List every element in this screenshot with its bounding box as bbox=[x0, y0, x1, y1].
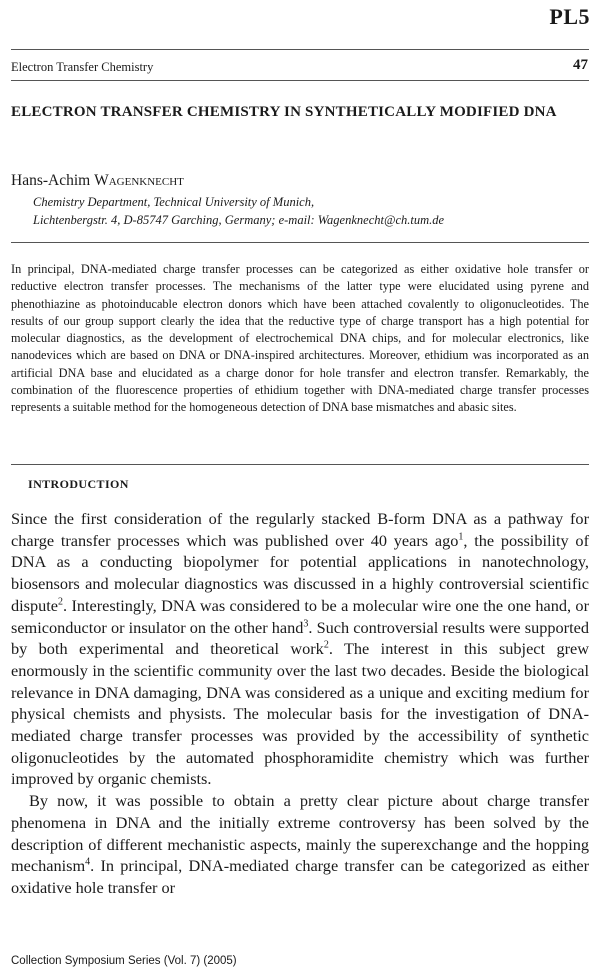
header-rule bbox=[11, 49, 589, 50]
abstract-bottom-rule bbox=[11, 464, 589, 465]
reference-marker: 4 bbox=[85, 856, 91, 868]
author-given-name: Hans-Achim bbox=[11, 172, 95, 189]
abstract-top-rule bbox=[11, 242, 589, 243]
paragraph-1-text-c: . Interestingly, DNA was considered to be a molecular wire one the one hand, or semiconductor or insulator on the other hand bbox=[11, 595, 589, 637]
author-family-name: Wagenknecht bbox=[94, 172, 184, 189]
paper-title: ELECTRON TRANSFER CHEMISTRY IN SYNTHETICALLY MODIFIED DNA bbox=[11, 104, 557, 120]
paragraph-1 bbox=[11, 508, 589, 790]
page-number: 47 bbox=[573, 57, 588, 73]
document-code: PL5 bbox=[549, 4, 590, 29]
paragraph-1-text-d: . Such controversial results were supported by both experimental and theoretical work bbox=[11, 617, 589, 659]
reference-marker: 2 bbox=[323, 639, 329, 651]
affiliation-line-1: Chemistry Department, Technical University of Munich, bbox=[33, 195, 315, 209]
section-heading-introduction: INTRODUCTION bbox=[28, 477, 129, 491]
paragraph-1-text-a: Since the first consideration of the regularly stacked B-form DNA as a pathway for charge transfer processes which was published over 40 years ago bbox=[11, 509, 589, 550]
paragraph-2-text-a: By now, it was possible to obtain a pretty clear picture about charge transfer phenomena in DNA and the initially extreme controversy has been solved by the description of different mechanistic aspects, mainly the superexchange and the hopping mechanism bbox=[11, 791, 589, 876]
paragraph-2 bbox=[11, 790, 589, 899]
reference-marker: 1 bbox=[458, 531, 464, 543]
abstract: In principal, DNA-mediated charge transfer processes can be categorized as either oxidative hole transfer or reductive electron transfer processes. The mechanisms of the latter type were elucidated using pyrene and phenothiazine as photoinducable electron donors which have been attached covalently to oligonucleotides. The results of our group support clearly the idea that the reductive type of charge transport has a high potential for molecular diagnostics, as the development of electrochemical DNA chips, and for molecular electronics, like nanodevices which are based on DNA or DNA-inspired architectures. Moreover, ethidium was incorporated as an artificial DNA base and elucidated as a charge donor for hole transfer and electron transfer. Remarkably, the combination of the fluorescence properties of ethidium together with DNA-mediated charge transfer processes represents a suitable method for the homogeneous detection of DNA base mismatches and abasic sites. bbox=[11, 262, 589, 414]
paragraph-2-text-b: . In principal, DNA-mediated charge transfer can be categorized as either oxidative hole transfer or bbox=[11, 856, 589, 897]
paragraph-1-text-e: . The interest in this subject grew enormously in the scientific community over the last two decades. Beside the biological relevance in DNA damaging, DNA was considered as a unique and exciting medium for physical chemists and physists. The molecular basis for the investigation of DNA-mediated charge transfer processes was provided by the accessibility of synthetic oligonucleotides by the automated phosphoramidite chemistry which was further improved by organic chemists. bbox=[11, 639, 589, 789]
reference-marker: 3 bbox=[303, 618, 309, 630]
footer-citation: Collection Symposium Series (Vol. 7) (2005) bbox=[11, 955, 237, 967]
introduction-body bbox=[11, 508, 589, 899]
reference-marker: 2 bbox=[58, 596, 64, 608]
paragraph-1-text-b: , the possibility of DNA as a conducting biopolymer for potential applications in nanotechnology, biosensors and molecular diagnostics was discussed in a highly controversial scientific dispute bbox=[11, 530, 589, 615]
author bbox=[11, 172, 184, 190]
header-bottom-rule bbox=[11, 80, 589, 81]
affiliation-line-2: Lichtenbergstr. 4, D-85747 Garching, Germany; e-mail: Wagenknecht@ch.tum.de bbox=[33, 213, 445, 227]
running-head: Electron Transfer Chemistry bbox=[11, 60, 154, 74]
